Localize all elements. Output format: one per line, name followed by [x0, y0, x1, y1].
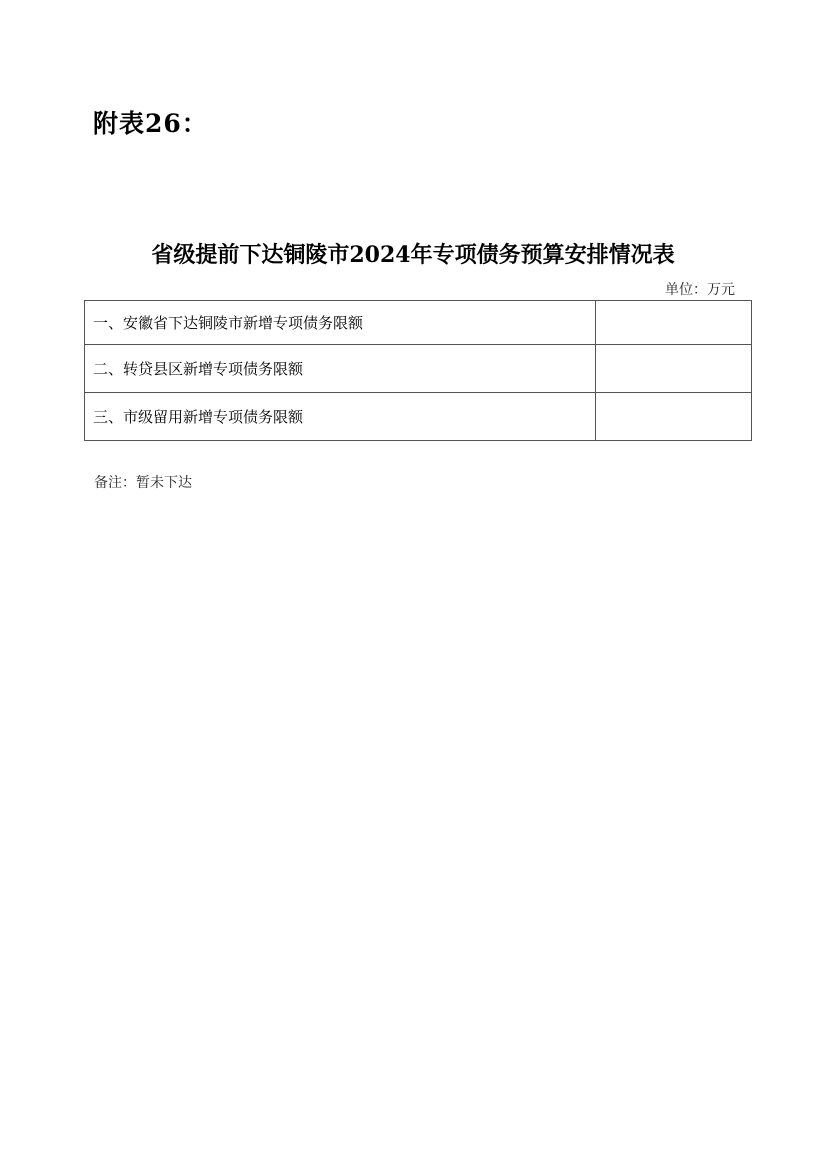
page-title: 省级提前下达铜陵市2024年专项债务预算安排情况表 [151, 242, 675, 268]
row-label: 一、安徽省下达铜陵市新增专项债务限额 [85, 301, 596, 345]
table-row [85, 301, 752, 345]
row-value [596, 345, 752, 393]
appendix-label: 附表26： [93, 109, 208, 138]
table-row [85, 393, 752, 441]
row-label: 三、市级留用新增专项债务限额 [85, 393, 596, 441]
remark-note: 备注：暂未下达 [94, 475, 192, 491]
row-value [596, 301, 752, 345]
quota-table [84, 300, 752, 441]
unit-note: 单位：万元 [665, 282, 735, 298]
table-row [85, 345, 752, 393]
row-value [596, 393, 752, 441]
row-label: 二、转贷县区新增专项债务限额 [85, 345, 596, 393]
